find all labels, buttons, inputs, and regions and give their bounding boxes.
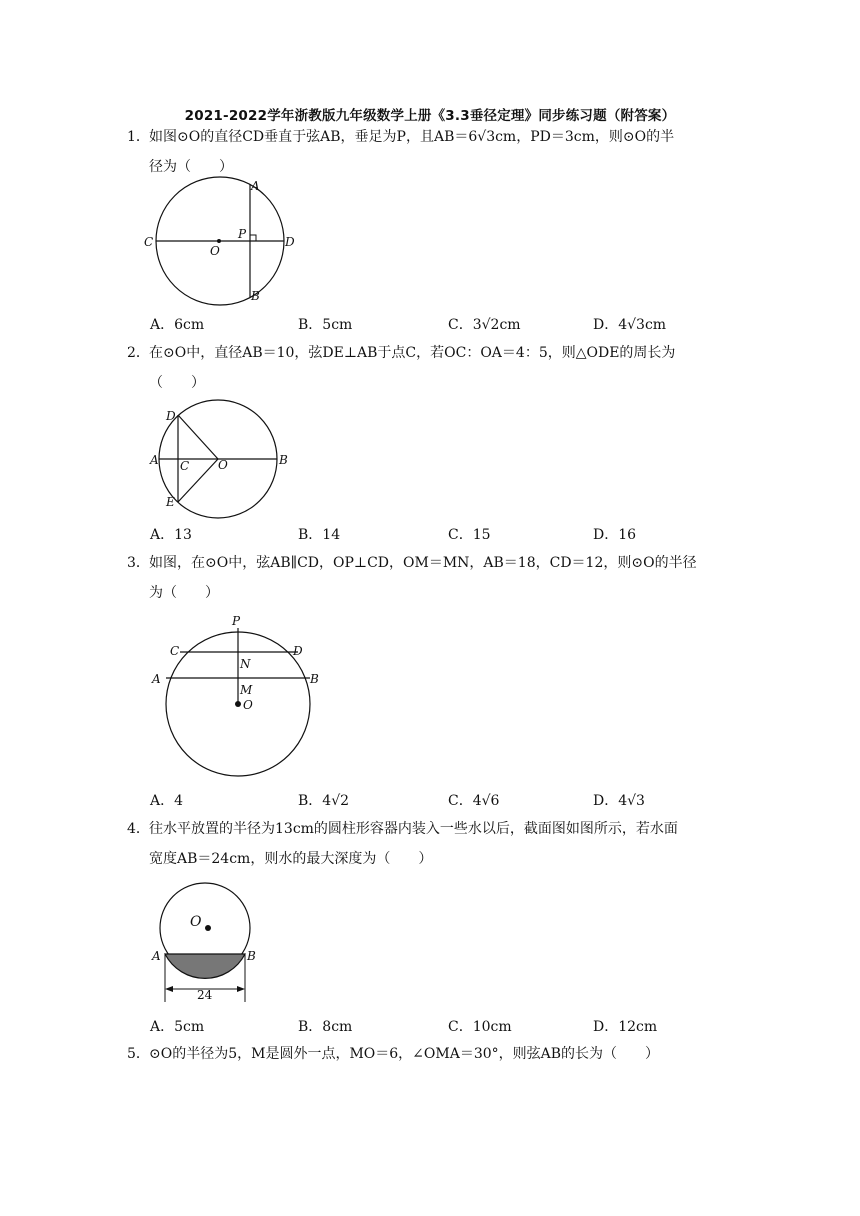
- label-p: P: [238, 227, 247, 241]
- label-o: O: [190, 914, 202, 930]
- options-2: [150, 524, 750, 548]
- question-number: 2．: [127, 345, 150, 361]
- option-c[interactable]: C．10cm: [448, 1019, 512, 1035]
- options-4: [150, 1016, 750, 1040]
- label-c: C: [170, 644, 180, 658]
- question-text: 往水平放置的半径为13cm的圆柱形容器内装入一些水以后，截面图如图所示，若水面: [149, 821, 678, 837]
- label-b: B: [279, 453, 288, 467]
- question-text-continued: （ ）: [149, 375, 205, 391]
- question-number: 5．: [127, 1046, 150, 1062]
- label-a: A: [152, 949, 161, 963]
- option-a[interactable]: A．4: [150, 793, 184, 809]
- question-number: 1．: [127, 129, 150, 145]
- label-b: B: [310, 672, 319, 686]
- question-4: [127, 814, 737, 874]
- question-text: ⊙O的半径为5，M是圆外一点，MO＝6，∠OMA＝30°，则弦AB的长为（ ）: [149, 1046, 660, 1062]
- label-d: D: [166, 409, 176, 423]
- figure-circle-parallel-chords: [148, 610, 328, 780]
- option-d[interactable]: D．16: [593, 527, 637, 543]
- question-text: 如图，在⊙O中，弦AB∥CD，OP⊥CD，OM＝MN，AB＝18，CD＝12，则⊙O的半径: [149, 555, 697, 571]
- label-b: B: [247, 949, 256, 963]
- options-1: [150, 314, 750, 338]
- label-n: N: [240, 657, 251, 671]
- label-width: 24: [197, 988, 213, 1002]
- label-p: P: [232, 614, 241, 628]
- option-c[interactable]: C．15: [448, 527, 491, 543]
- label-o: O: [218, 458, 228, 472]
- question-text: 如图⊙O的直径CD垂直于弦AB，垂足为P，且AB＝6√3cm，PD＝3cm，则⊙O的半: [149, 129, 675, 145]
- question-text-continued: 径为（ ）: [149, 159, 233, 175]
- figure-circle-triangle-ode: [148, 398, 298, 518]
- option-b[interactable]: B．5cm: [298, 317, 353, 333]
- options-3: [150, 790, 750, 814]
- label-a: A: [251, 179, 260, 193]
- option-c[interactable]: C．3√2cm: [448, 317, 521, 333]
- question-1: [127, 122, 737, 182]
- label-a: A: [152, 672, 161, 686]
- question-text-continued: 宽度AB＝24cm，则水的最大深度为（ ）: [149, 851, 433, 867]
- label-e: E: [166, 495, 175, 509]
- option-d[interactable]: D．4√3: [593, 793, 645, 809]
- question-2: [127, 338, 737, 398]
- label-o: O: [210, 244, 220, 258]
- figure-circle-diameter-chord: [140, 178, 310, 308]
- label-d: D: [293, 644, 303, 658]
- label-a: A: [150, 453, 159, 467]
- question-text: 在⊙O中，直径AB＝10，弦DE⊥AB于点C，若OC：OA＝4：5，则△ODE的周长为: [149, 345, 676, 361]
- label-c: C: [180, 459, 190, 473]
- page-title: 2021-2022学年浙教版九年级数学上册《3.3垂径定理》同步练习题（附答案）: [184, 108, 676, 124]
- question-5: [127, 1039, 737, 1069]
- label-d: D: [285, 235, 295, 249]
- option-a[interactable]: A．6cm: [150, 317, 205, 333]
- option-d[interactable]: D．12cm: [593, 1019, 658, 1035]
- figure-water-container: [148, 872, 268, 1008]
- question-3: [127, 548, 737, 608]
- question-number: 4．: [127, 821, 150, 837]
- option-b[interactable]: B．14: [298, 527, 341, 543]
- option-a[interactable]: A．13: [150, 527, 192, 543]
- option-a[interactable]: A．5cm: [150, 1019, 205, 1035]
- label-o: O: [243, 698, 253, 712]
- label-m: M: [240, 683, 253, 697]
- option-b[interactable]: B．4√2: [298, 793, 350, 809]
- label-b: B: [251, 289, 260, 303]
- label-c: C: [144, 235, 154, 249]
- option-c[interactable]: C．4√6: [448, 793, 500, 809]
- option-d[interactable]: D．4√3cm: [593, 317, 667, 333]
- question-text-continued: 为（ ）: [149, 585, 219, 601]
- question-number: 3．: [127, 555, 150, 571]
- option-b[interactable]: B．8cm: [298, 1019, 353, 1035]
